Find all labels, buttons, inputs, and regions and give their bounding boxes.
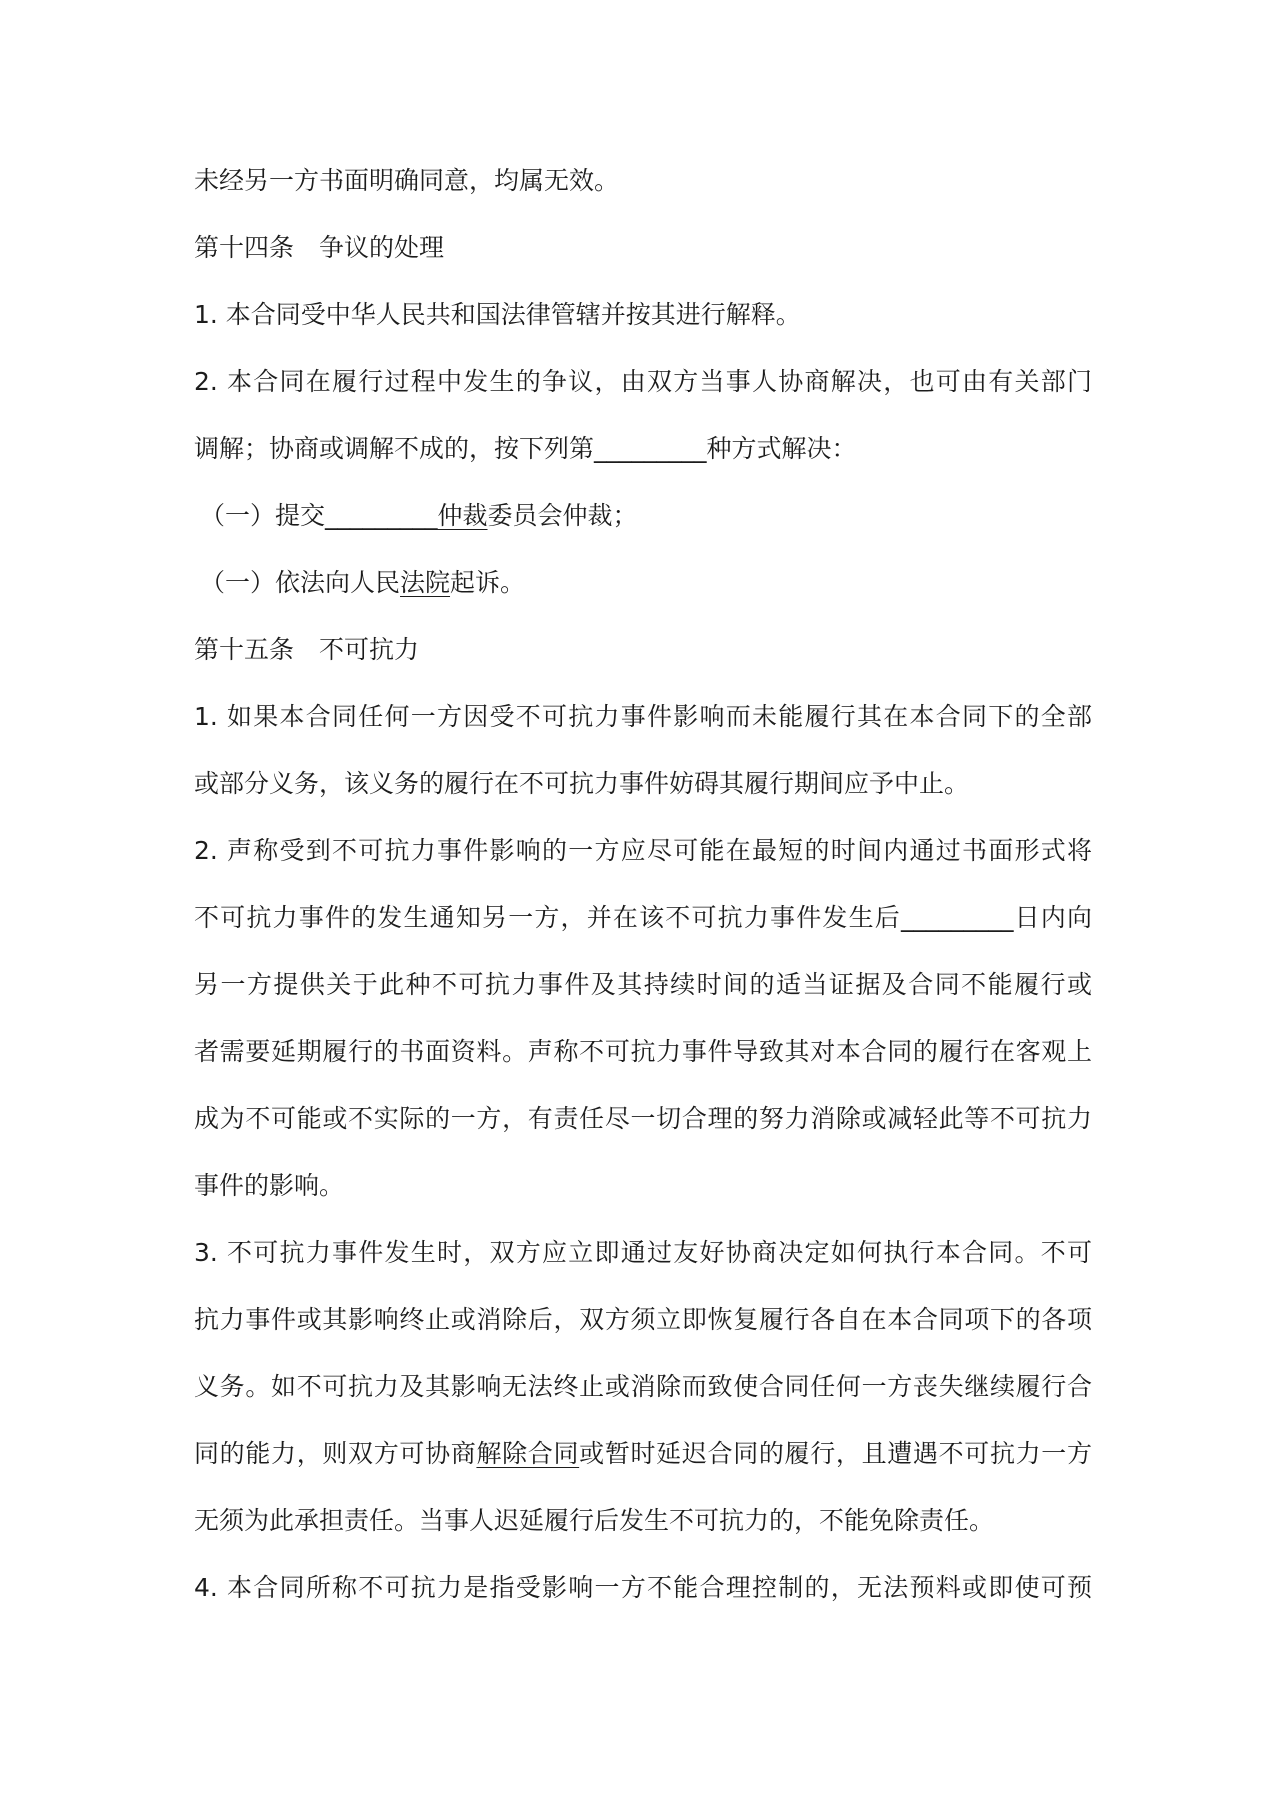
arbitration-link[interactable]: 仲裁 bbox=[437, 501, 488, 530]
article-15-heading: 第十五条 不可抗力 bbox=[194, 635, 420, 664]
court-link[interactable]: 法院 bbox=[400, 568, 451, 597]
text-line: 无须为此承担责任。当事人迟延履行后发生不可抗力的，不能免除责任。 bbox=[194, 1506, 995, 1535]
text-line: 另一方提供关于此种不可抗力事件及其持续时间的适当证据及合同不能履行或 bbox=[194, 970, 1092, 999]
text-line: 抗力事件或其影响终止或消除后，双方须立即恢复履行各自在本合同项下的各项 bbox=[194, 1305, 1092, 1334]
article-14-heading: 第十四条 争议的处理 bbox=[194, 233, 445, 262]
clause-15-1: 1. 如果本合同任何一方因受不可抗力事件影响而未能履行其在本合同下的全部 bbox=[194, 702, 1092, 731]
text-line: 调解；协商或调解不成的，按下列第_________种方式解决： bbox=[194, 434, 857, 463]
contract-termination-link[interactable]: 解除合同 bbox=[476, 1439, 580, 1468]
option-arbitration bbox=[200, 498, 638, 534]
option-court bbox=[200, 565, 525, 601]
text-line bbox=[194, 1436, 1092, 1472]
clause-14-1: 1. 本合同受中华人民共和国法律管辖并按其进行解释。 bbox=[194, 300, 801, 329]
clause-14-2: 2. 本合同在履行过程中发生的争议，由双方当事人协商解决，也可由有关部门 bbox=[194, 367, 1092, 396]
text-segment: 同的能力，则双方可协商 bbox=[194, 1439, 477, 1468]
clause-15-4: 4. 本合同所称不可抗力是指受影响一方不能合理控制的，无法预料或即使可预 bbox=[194, 1573, 1092, 1602]
text-line: 事件的影响。 bbox=[194, 1171, 345, 1200]
text-segment: 或暂时延迟合同的履行，且遭遇不可抗力一方 bbox=[579, 1439, 1092, 1468]
text-line: 或部分义务，该义务的履行在不可抗力事件妨碍其履行期间应予中止。 bbox=[194, 769, 970, 798]
text-line: 义务。如不可抗力及其影响无法终止或消除而致使合同任何一方丧失继续履行合 bbox=[194, 1372, 1092, 1401]
text-line: 不可抗力事件的发生通知另一方，并在该不可抗力事件发生后_________日内向 bbox=[194, 903, 1092, 932]
option-text: 起诉。 bbox=[450, 568, 526, 597]
option-text: （一）提交_________ bbox=[200, 501, 438, 530]
clause-15-3: 3. 不可抗力事件发生时，双方应立即通过友好协商决定如何执行本合同。不可 bbox=[194, 1238, 1092, 1267]
option-text: 委员会仲裁； bbox=[487, 501, 638, 530]
text-line: 者需要延期履行的书面资料。声称不可抗力事件导致其对本合同的履行在客观上 bbox=[194, 1037, 1092, 1066]
option-text: （一）依法向人民 bbox=[200, 568, 401, 597]
text-line: 成为不可能或不实际的一方，有责任尽一切合理的努力消除或减轻此等不可抗力 bbox=[194, 1104, 1092, 1133]
text-line: 未经另一方书面明确同意，均属无效。 bbox=[194, 166, 620, 195]
clause-15-2: 2. 声称受到不可抗力事件影响的一方应尽可能在最短的时间内通过书面形式将 bbox=[194, 836, 1092, 865]
